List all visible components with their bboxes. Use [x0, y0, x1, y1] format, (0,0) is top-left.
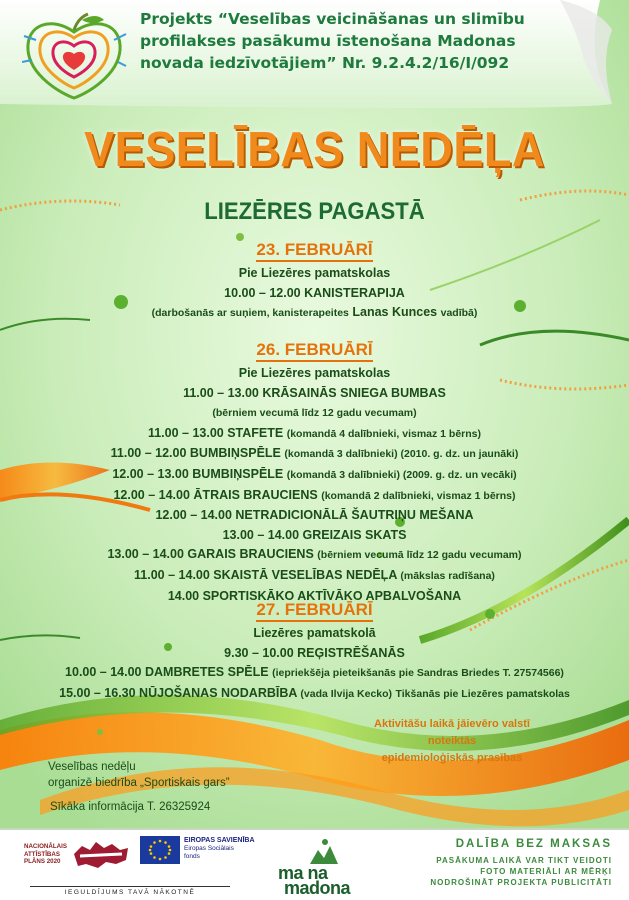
nap-2020-label — [24, 843, 67, 866]
event-main: 12.00 – 14.00 ĀTRAIS BRAUCIENS — [113, 487, 318, 502]
date-heading: 27. FEBRUĀRĪ — [256, 600, 372, 622]
event-detail: (komandā 3 dalībnieki) (2009. g. dz. un vecāki) — [286, 468, 517, 481]
note-line-2: epidemioloģiskās prasības — [381, 752, 523, 764]
event-main: Lanas Kunces — [352, 305, 438, 320]
event-main: 11.00 – 13.00 KRĀSAINĀS SNIEGA BUMBAS — [183, 385, 446, 400]
eu-line-1: Eiropas Sociālais — [184, 845, 234, 852]
madona-logo-text-1: ma na — [278, 863, 328, 883]
date-heading: 23. FEBRUĀRĪ — [256, 240, 372, 262]
project-line-3: novada iedzīvotājiem” Nr. 9.2.4.2/16/I/092 — [140, 54, 510, 72]
page-subtitle: LIEZĒRES PAGASTĀ — [204, 198, 425, 225]
header — [0, 0, 629, 118]
event-line — [0, 526, 629, 546]
invest-slogan: IEGULDĪJUMS TAVĀ NĀKOTNĒ — [30, 886, 230, 896]
note-line-1: Aktivitāšu laikā jāievēro valstī noteiktās — [374, 718, 530, 747]
page-title: VESELĪBAS NEDĒĻA — [84, 123, 545, 177]
epidemiology-note — [367, 716, 537, 767]
event-line — [0, 424, 629, 445]
event-detail: (iepriekšēja pieteikšanās pie Sandras Briedes T. 27574566) — [272, 667, 564, 680]
event-place: Pie Liezēres pamatskolas — [238, 266, 391, 280]
event-detail: (darbošanās ar suņiem, kanisterapeites — [151, 307, 349, 320]
event-detail: (vada Ilvija Kecko) — [300, 687, 393, 700]
event-detail: (bērniem vecumā līdz 12 gadu vecumam) — [317, 549, 522, 562]
nap-line-1: NACIONĀLAIS — [24, 843, 67, 850]
organizer — [48, 759, 248, 791]
latvia-map-icon — [72, 838, 130, 877]
event-line — [0, 403, 629, 424]
event-main: 10.00 – 12.00 KANISTERAPIJA — [224, 285, 405, 300]
event-main: 13.00 – 14.00 GREIZAIS SKATS — [222, 527, 407, 542]
eu-flag-icon — [140, 836, 180, 869]
event-main: 15.00 – 16.30 NŪJOŠANAS NODARBĪBA — [59, 685, 297, 700]
event-line — [0, 545, 629, 566]
event-main: 11.00 – 12.00 BUMBIŅSPĒLE — [110, 446, 281, 461]
publicity-line-3: NODROŠINĀT PROJEKTA PUBLICITĀTI — [430, 878, 612, 887]
event-line — [0, 644, 629, 664]
event-line — [0, 444, 629, 465]
event-line — [0, 384, 629, 404]
event-detail: (komandā 3 dalībnieki) (2010. g. dz. un jaunāki) — [284, 448, 519, 461]
publicity-line-2: FOTO MATERIĀLI AR MĒRĶI — [480, 867, 612, 876]
event-line — [0, 566, 629, 587]
eu-title: EIROPAS SAVIENĪBA — [184, 837, 255, 844]
event-main: 11.00 – 13.00 STAFETE — [147, 425, 284, 440]
project-description — [140, 8, 560, 74]
event-detail: (bērniem vecumā līdz 12 gadu vecumam) — [212, 407, 417, 420]
project-line-1: Projekts “Veselības veicināšanas un slimību — [140, 10, 525, 28]
event-line — [0, 284, 629, 304]
publicity-note — [414, 855, 612, 888]
event-main: 12.00 – 13.00 BUMBIŅSPĒLE — [112, 466, 284, 481]
day-section-23 — [0, 240, 629, 324]
eu-line-2: fonds — [184, 853, 200, 860]
organizer-line-1: Veselības nedēļu — [48, 761, 136, 773]
apple-heart-logo — [22, 10, 127, 107]
madona-logo-text-2: madona — [284, 878, 351, 898]
project-line-2: profilakses pasākumu īstenošana Madonas — [140, 32, 516, 50]
event-main: 11.00 – 14.00 SKAISTĀ VESELĪBAS NEDĒĻA — [134, 567, 397, 582]
event-main: 10.00 – 14.00 DAMBRETES SPĒLE — [65, 665, 269, 680]
event-detail: (mākslas radīšana) — [400, 569, 495, 582]
event-line — [0, 465, 629, 486]
event-detail: vadībā) — [440, 307, 478, 320]
event-line — [0, 486, 629, 507]
free-participation: DALĪBA BEZ MAKSAS — [455, 838, 612, 850]
event-line — [0, 506, 629, 526]
event-main: 13.00 – 14.00 GARAIS BRAUCIENS — [107, 547, 314, 562]
nap-line-2: ATTĪSTĪBAS — [24, 850, 60, 858]
event-main: 12.00 – 14.00 NETRADICIONĀLĀ ŠAUTRIŅU MEŠANA — [155, 508, 474, 523]
publicity-line-1: PASĀKUMA LAIKĀ VAR TIKT VEIDOTI — [436, 856, 612, 865]
event-detail: Tikšanās pie Liezēres pamatskolas — [395, 687, 570, 700]
event-line — [0, 684, 629, 705]
event-line — [0, 303, 629, 324]
event-detail: (komandā 2 dalībnieki, vismaz 1 bērns) — [321, 489, 516, 502]
day-section-27 — [0, 600, 629, 704]
nap-line-3: PLĀNS 2020 — [24, 858, 61, 865]
event-place: Pie Liezēres pamatskolas — [238, 366, 391, 380]
date-heading: 26. FEBRUĀRĪ — [256, 340, 372, 362]
event-main: 14.00 SPORTISKĀKO AKTĪVĀKO APBALVOŠANA — [167, 588, 462, 603]
event-line — [0, 663, 629, 684]
organizer-line-2: organizē biedrība „Sportiskais gars” — [48, 777, 230, 789]
event-detail: (komandā 4 dalībnieki, vismaz 1 bērns) — [286, 427, 482, 440]
event-place: Liezēres pamatskolā — [253, 626, 376, 640]
day-section-26 — [0, 340, 629, 606]
eu-label — [184, 837, 255, 861]
event-main: 9.30 – 10.00 REĢISTRĒŠANĀS — [224, 645, 405, 660]
footer — [0, 828, 629, 900]
contact-info: Sīkāka informācija T. 26325924 — [50, 801, 211, 813]
